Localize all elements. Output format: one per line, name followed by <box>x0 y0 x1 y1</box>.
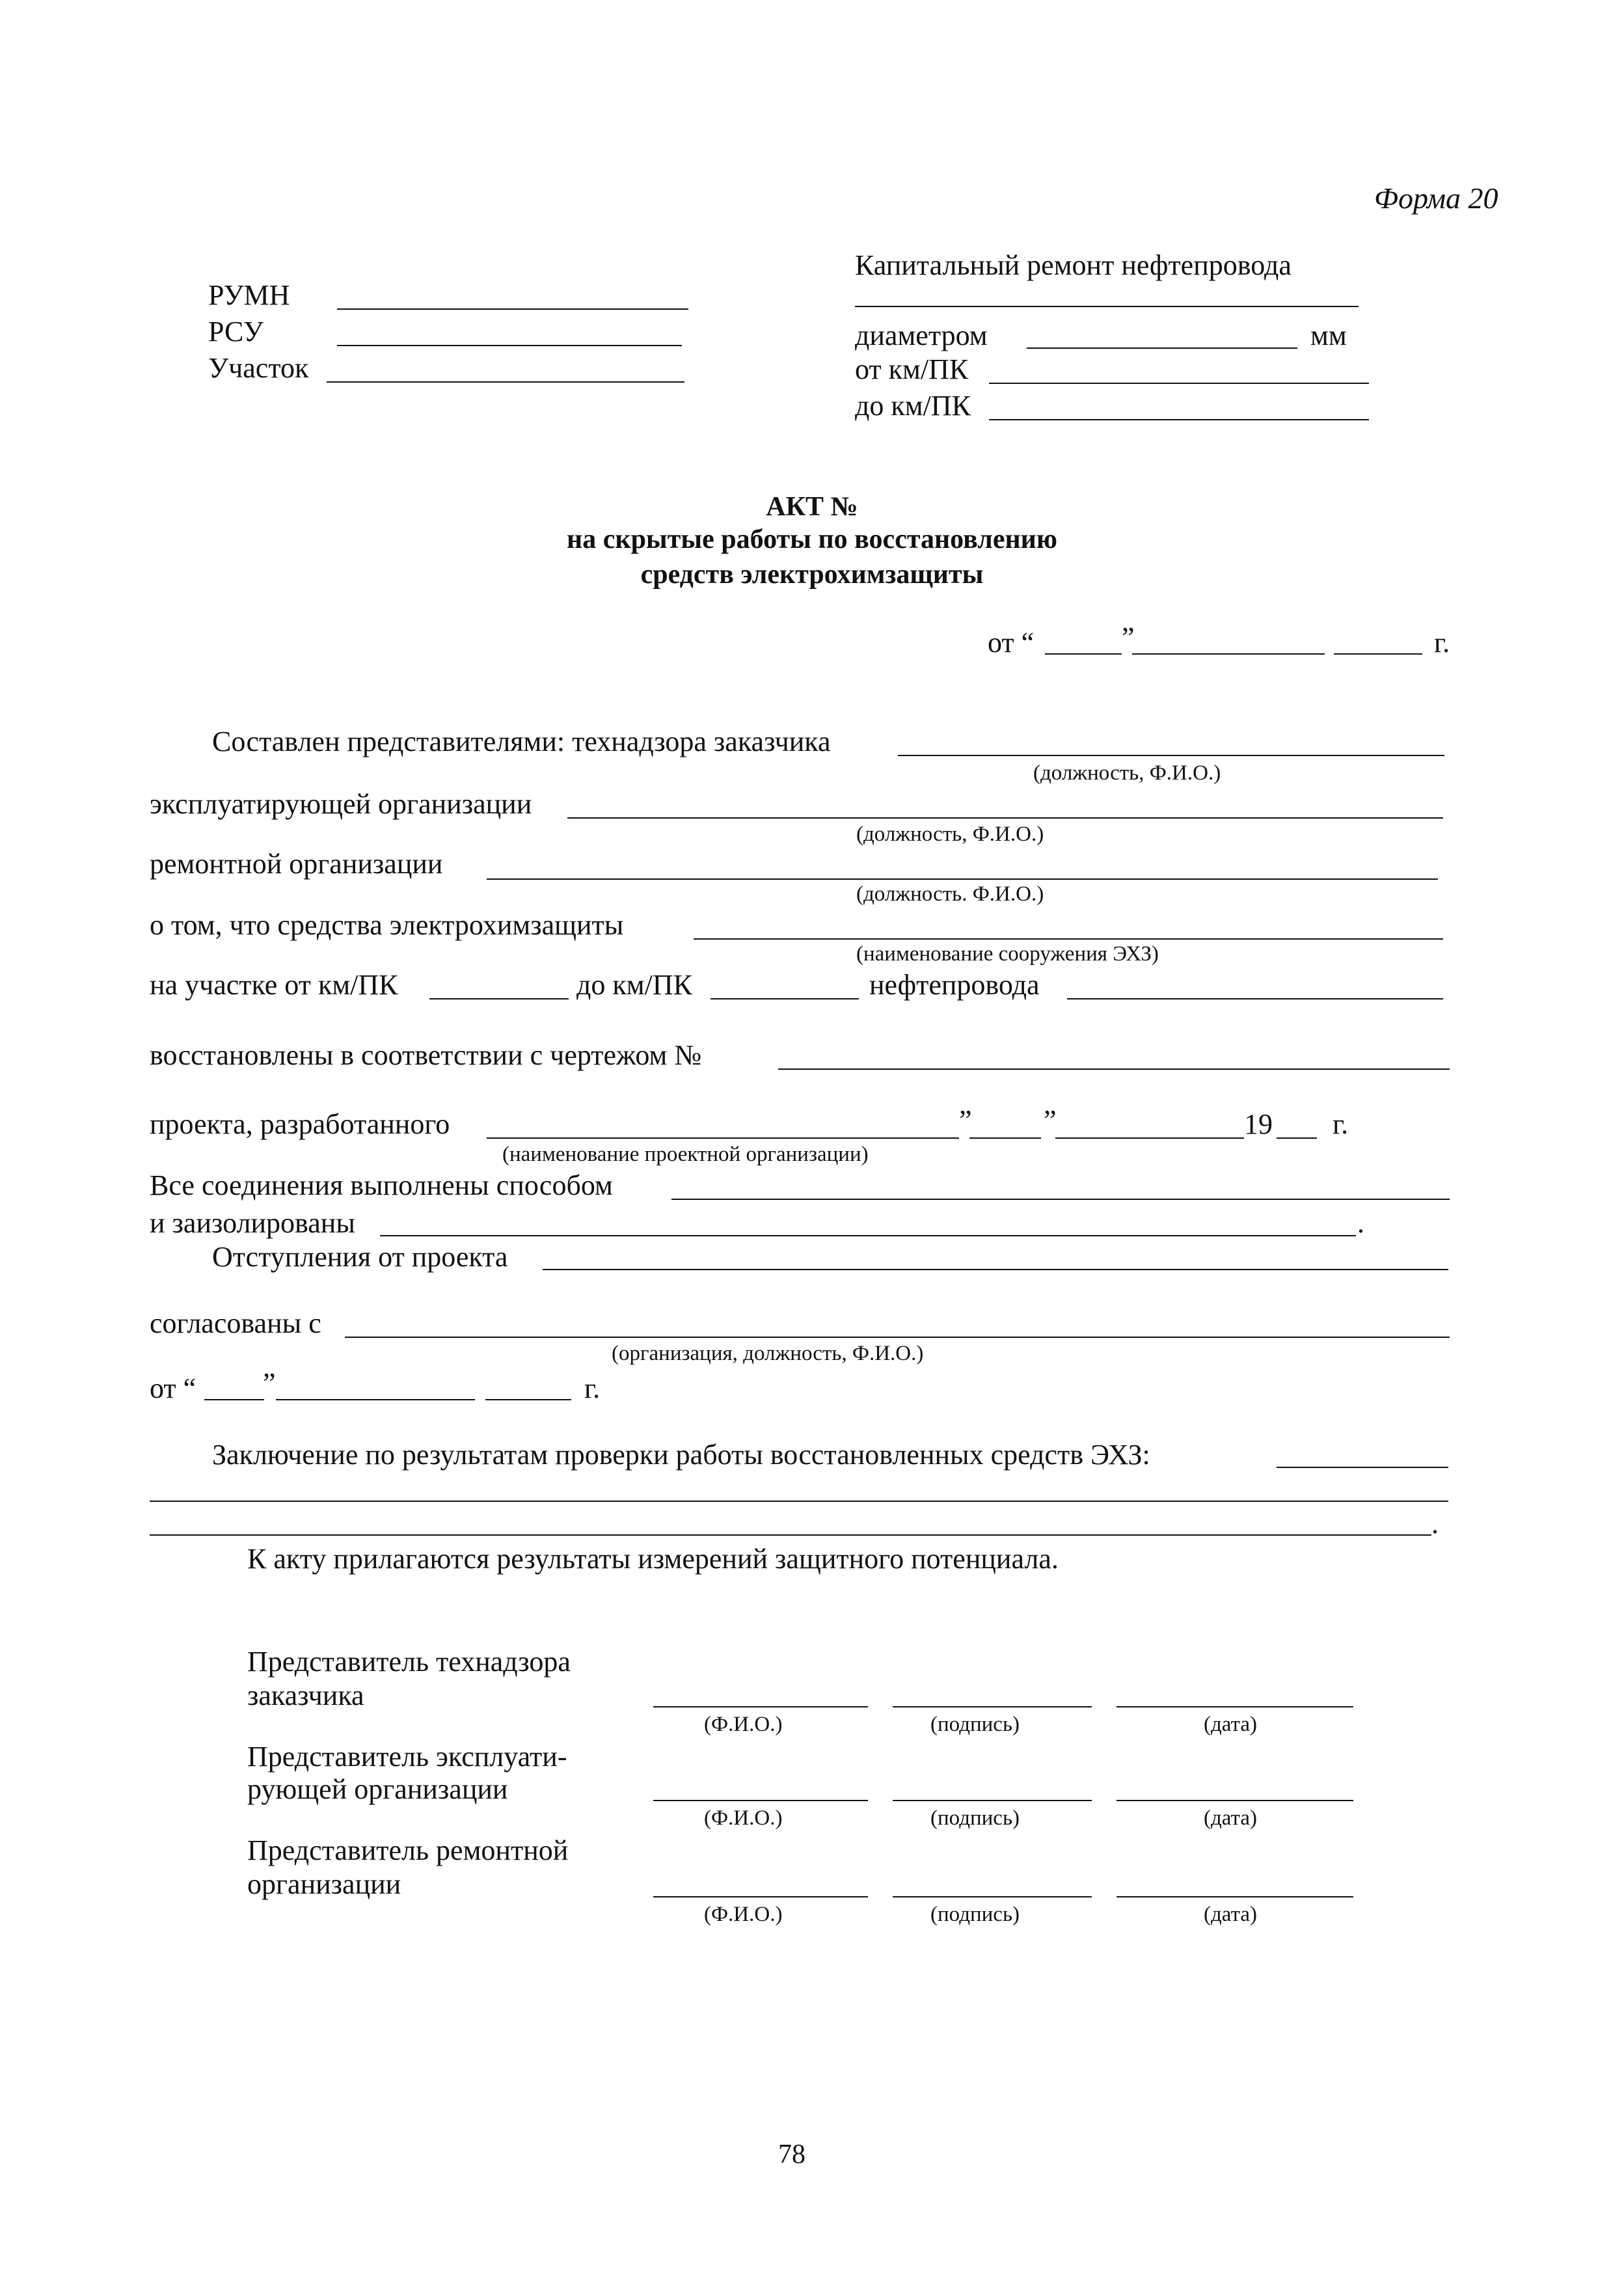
deviations-field[interactable] <box>543 1269 1448 1270</box>
agreed-g-label: г. <box>584 1372 601 1404</box>
capital-repair-title: Капитальный ремонт нефтепровода <box>855 249 1292 281</box>
project-org-field[interactable] <box>487 1137 959 1139</box>
form-label: Форма 20 <box>1374 182 1498 215</box>
sig2-fio-field[interactable] <box>653 1800 868 1801</box>
conclusion-dot: . <box>1431 1508 1439 1540</box>
diameter-label: диаметром <box>855 319 988 351</box>
date-day-field[interactable] <box>1045 653 1122 655</box>
act-subtitle-2: средств электрохимзащиты <box>640 560 984 590</box>
sig2-caption-date: (дата) <box>1204 1806 1258 1830</box>
insulated-field[interactable] <box>380 1235 1356 1236</box>
sig1-date-field[interactable] <box>1116 1706 1353 1707</box>
sig1-caption-sign: (подпись) <box>930 1713 1020 1736</box>
joints-label: Все соединения выполнены способом <box>150 1169 613 1201</box>
project-quote-1: ” <box>959 1104 972 1136</box>
operating-org-field[interactable] <box>567 817 1443 819</box>
sig3-date-field[interactable] <box>1116 1896 1353 1897</box>
from-km-field[interactable] <box>989 383 1369 384</box>
sig1-role-line2: заказчика <box>247 1679 364 1711</box>
sig1-caption-fio: (Ф.И.О.) <box>704 1713 783 1736</box>
section-from-field[interactable] <box>429 998 569 999</box>
project-month-field[interactable] <box>1055 1137 1244 1139</box>
caption-position-fio-3: (должность. Ф.И.О.) <box>856 882 1044 906</box>
attached-results-text: К акту прилагаются результаты измерений защитного потенциала. <box>247 1543 1059 1575</box>
project-quote-2: ” <box>1044 1104 1057 1136</box>
sig3-role-line1: Представитель ремонтной <box>247 1834 569 1866</box>
conclusion-field-2[interactable] <box>150 1501 1448 1502</box>
pipeline-field[interactable] <box>1067 998 1443 999</box>
agreed-year-field[interactable] <box>485 1399 571 1400</box>
pipeline-label: нефтепровода <box>869 969 1040 1001</box>
rsu-label: РСУ <box>208 316 264 347</box>
sig2-caption-fio: (Ф.И.О.) <box>704 1806 783 1830</box>
date-year-field[interactable] <box>1334 653 1422 655</box>
from-km-label: от км/ПК <box>855 353 969 385</box>
date-g-label: г. <box>1434 627 1450 659</box>
to-km-label: до км/ПК <box>855 390 971 422</box>
rumn-field[interactable] <box>337 308 688 310</box>
customer-supervision-field[interactable] <box>898 755 1444 756</box>
conclusion-field-3[interactable] <box>150 1534 1431 1536</box>
caption-org-position-fio: (организация, должность, Ф.И.О.) <box>612 1342 924 1365</box>
date-quote: ” <box>1122 621 1135 653</box>
agreed-day-field[interactable] <box>204 1399 264 1400</box>
section-to-label: до км/ПК <box>576 969 692 1001</box>
caption-position-fio-1: (должность, Ф.И.О.) <box>1033 761 1221 785</box>
conclusion-label: Заключение по результатам проверки работы восстановленных средств ЭХЗ: <box>212 1439 1150 1471</box>
to-km-field[interactable] <box>989 419 1369 420</box>
agreed-quote: ” <box>263 1367 276 1399</box>
page-number: 78 <box>778 2140 805 2169</box>
sig1-caption-date: (дата) <box>1204 1713 1258 1736</box>
mm-label: мм <box>1310 319 1347 351</box>
sig2-caption-sign: (подпись) <box>930 1806 1020 1830</box>
about-ehz-label: о том, что средства электрохимзащиты <box>150 909 624 941</box>
caption-ehz-structure: (наименование сооружения ЭХЗ) <box>856 942 1159 966</box>
agreed-label: согласованы с <box>150 1307 321 1339</box>
sig3-role-line2: организации <box>247 1868 401 1900</box>
caption-position-fio-2: (должность, Ф.И.О.) <box>856 823 1044 846</box>
project-day-field[interactable] <box>969 1137 1041 1139</box>
repair-org-field[interactable] <box>487 878 1438 880</box>
drawing-number-field[interactable] <box>778 1068 1450 1070</box>
repair-org-label: ремонтной организации <box>150 848 443 880</box>
rsu-field[interactable] <box>337 345 682 346</box>
sig3-caption-sign: (подпись) <box>930 1903 1020 1926</box>
section-to-field[interactable] <box>710 998 859 999</box>
caption-project-org: (наименование проектной организации) <box>502 1143 869 1166</box>
sig1-role-line1: Представитель технадзора <box>247 1646 571 1678</box>
joints-method-field[interactable] <box>671 1199 1450 1200</box>
sig2-role-line1: Представитель эксплуати- <box>247 1741 567 1773</box>
composed-label: Составлен представителями: технадзора заказчика <box>212 726 831 757</box>
date-ot-label: от “ <box>988 627 1035 659</box>
sig1-fio-field[interactable] <box>653 1706 868 1707</box>
insulated-label: и заизолированы <box>150 1207 355 1239</box>
project-year-field[interactable] <box>1277 1137 1317 1139</box>
project-g-label: г. <box>1333 1108 1349 1140</box>
agreed-with-field[interactable] <box>345 1337 1450 1338</box>
insulated-dot: . <box>1357 1207 1364 1239</box>
sig2-date-field[interactable] <box>1116 1800 1353 1801</box>
sig3-caption-date: (дата) <box>1204 1903 1258 1926</box>
uchastok-label: Участок <box>208 352 309 384</box>
ehz-structure-field[interactable] <box>694 938 1443 940</box>
sig1-signature-field[interactable] <box>893 1706 1092 1707</box>
uchastok-field[interactable] <box>327 381 684 383</box>
diameter-field[interactable] <box>1027 347 1297 349</box>
sig2-signature-field[interactable] <box>893 1800 1092 1801</box>
sig3-caption-fio: (Ф.И.О.) <box>704 1903 783 1926</box>
conclusion-field-1[interactable] <box>1277 1467 1448 1468</box>
act-subtitle-1: на скрытые работы по восстановлению <box>567 524 1057 554</box>
date-month-field[interactable] <box>1132 653 1325 655</box>
sig2-role-line2: рующей организации <box>247 1773 508 1805</box>
restored-label: восстановлены в соответствии с чертежом № <box>150 1039 702 1071</box>
project-label: проекта, разработанного <box>150 1108 450 1140</box>
pipeline-name-field[interactable] <box>855 306 1359 307</box>
deviations-label: Отступления от проекта <box>212 1241 508 1273</box>
project-year-prefix: 19 <box>1244 1108 1273 1140</box>
agreed-ot-label: от “ <box>150 1372 196 1404</box>
sig3-fio-field[interactable] <box>653 1896 868 1897</box>
agreed-month-field[interactable] <box>276 1399 475 1400</box>
operating-org-label: эксплуатирующей организации <box>150 788 532 820</box>
rumn-label: РУМН <box>208 279 290 311</box>
section-from-label: на участке от км/ПК <box>150 969 398 1001</box>
act-title: АКТ № <box>766 492 858 522</box>
sig3-signature-field[interactable] <box>893 1896 1092 1897</box>
